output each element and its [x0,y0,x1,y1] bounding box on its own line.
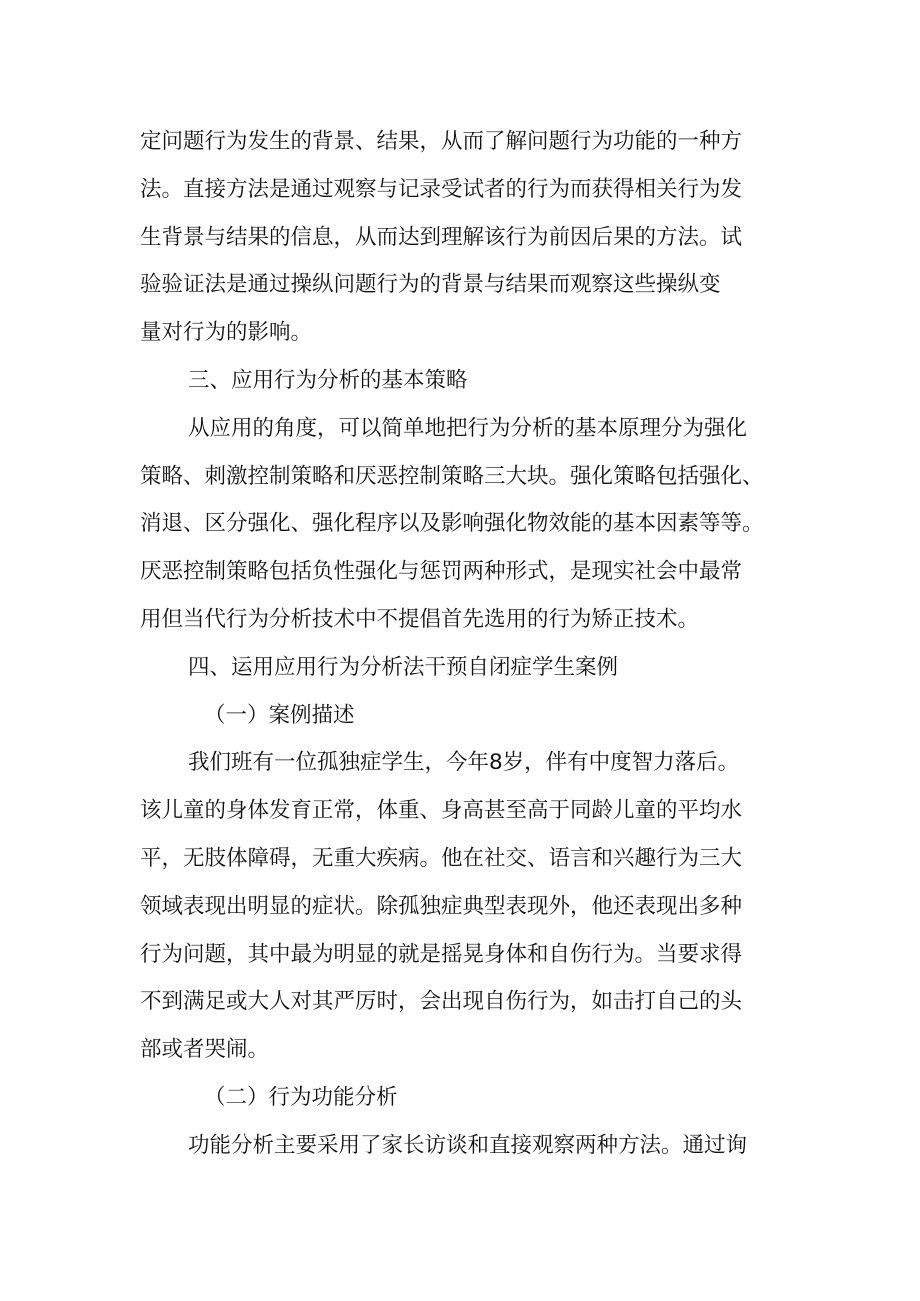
text-line: 验验证法是通过操纵问题行为的背景与结果而观察这些操纵变 [140,272,721,298]
document-page [140,118,785,1170]
text-line: 领域表现出明显的症状。除孤独症典型表现外，他还表现出多种 [140,893,743,919]
text-line: 该儿童的身体发育正常，体重、身高甚至高于同龄儿童的平均水 [140,798,743,824]
text-line: 从应用的角度，可以简单地把行为分析的基本原理分为强化 [188,415,748,441]
section-heading [140,644,785,692]
subheading-text: （一）案例描述 [204,702,355,728]
section-heading [140,357,785,405]
text-line: 我们班有一位孤独症学生，今年8岁，伴有中度智力落后。 [188,750,740,776]
text-line: 用但当代行为分析技术中不提倡首先选用的行为矫正技术。 [140,606,700,632]
paragraph [140,118,785,357]
subsection-heading [140,1074,785,1122]
text-line: 功能分析主要采用了家长访谈和直接观察两种方法。通过询 [188,1132,748,1158]
text-line: 不到满足或大人对其严厉时，会出现自伤行为，如击打自己的头 [140,989,743,1015]
heading-text: 四、运用应用行为分析法干预自闭症学生案例 [188,654,619,680]
text-line: 策略、刺激控制策略和厌恶控制策略三大块。强化策略包括强化、 [140,463,764,489]
text-line: 生背景与结果的信息，从而达到理解该行为前因后果的方法。试 [140,224,743,250]
paragraph [140,405,785,644]
heading-text: 三、应用行为分析的基本策略 [188,367,468,393]
paragraph [140,1122,785,1170]
text-line: 法。直接方法是通过观察与记录受试者的行为而获得相关行为发 [140,176,743,202]
subsection-heading [140,692,785,740]
text-line: 量对行为的影响。 [140,320,313,346]
subheading-text: （二）行为功能分析 [204,1084,398,1110]
text-line: 行为问题，其中最为明显的就是摇晃身体和自伤行为。当要求得 [140,941,743,967]
text-line: 消退、区分强化、强化程序以及影响强化物效能的基本因素等等。 [140,511,764,537]
text-line: 定问题行为发生的背景、结果，从而了解问题行为功能的一种方 [140,129,743,154]
paragraph [140,739,785,1074]
text-line: 部或者哭闹。 [140,1037,270,1063]
text-line: 平，无肢体障碍，无重大疾病。他在社交、语言和兴趣行为三大 [140,845,743,871]
text-line: 厌恶控制策略包括负性强化与惩罚两种形式，是现实社会中最常 [140,559,743,585]
